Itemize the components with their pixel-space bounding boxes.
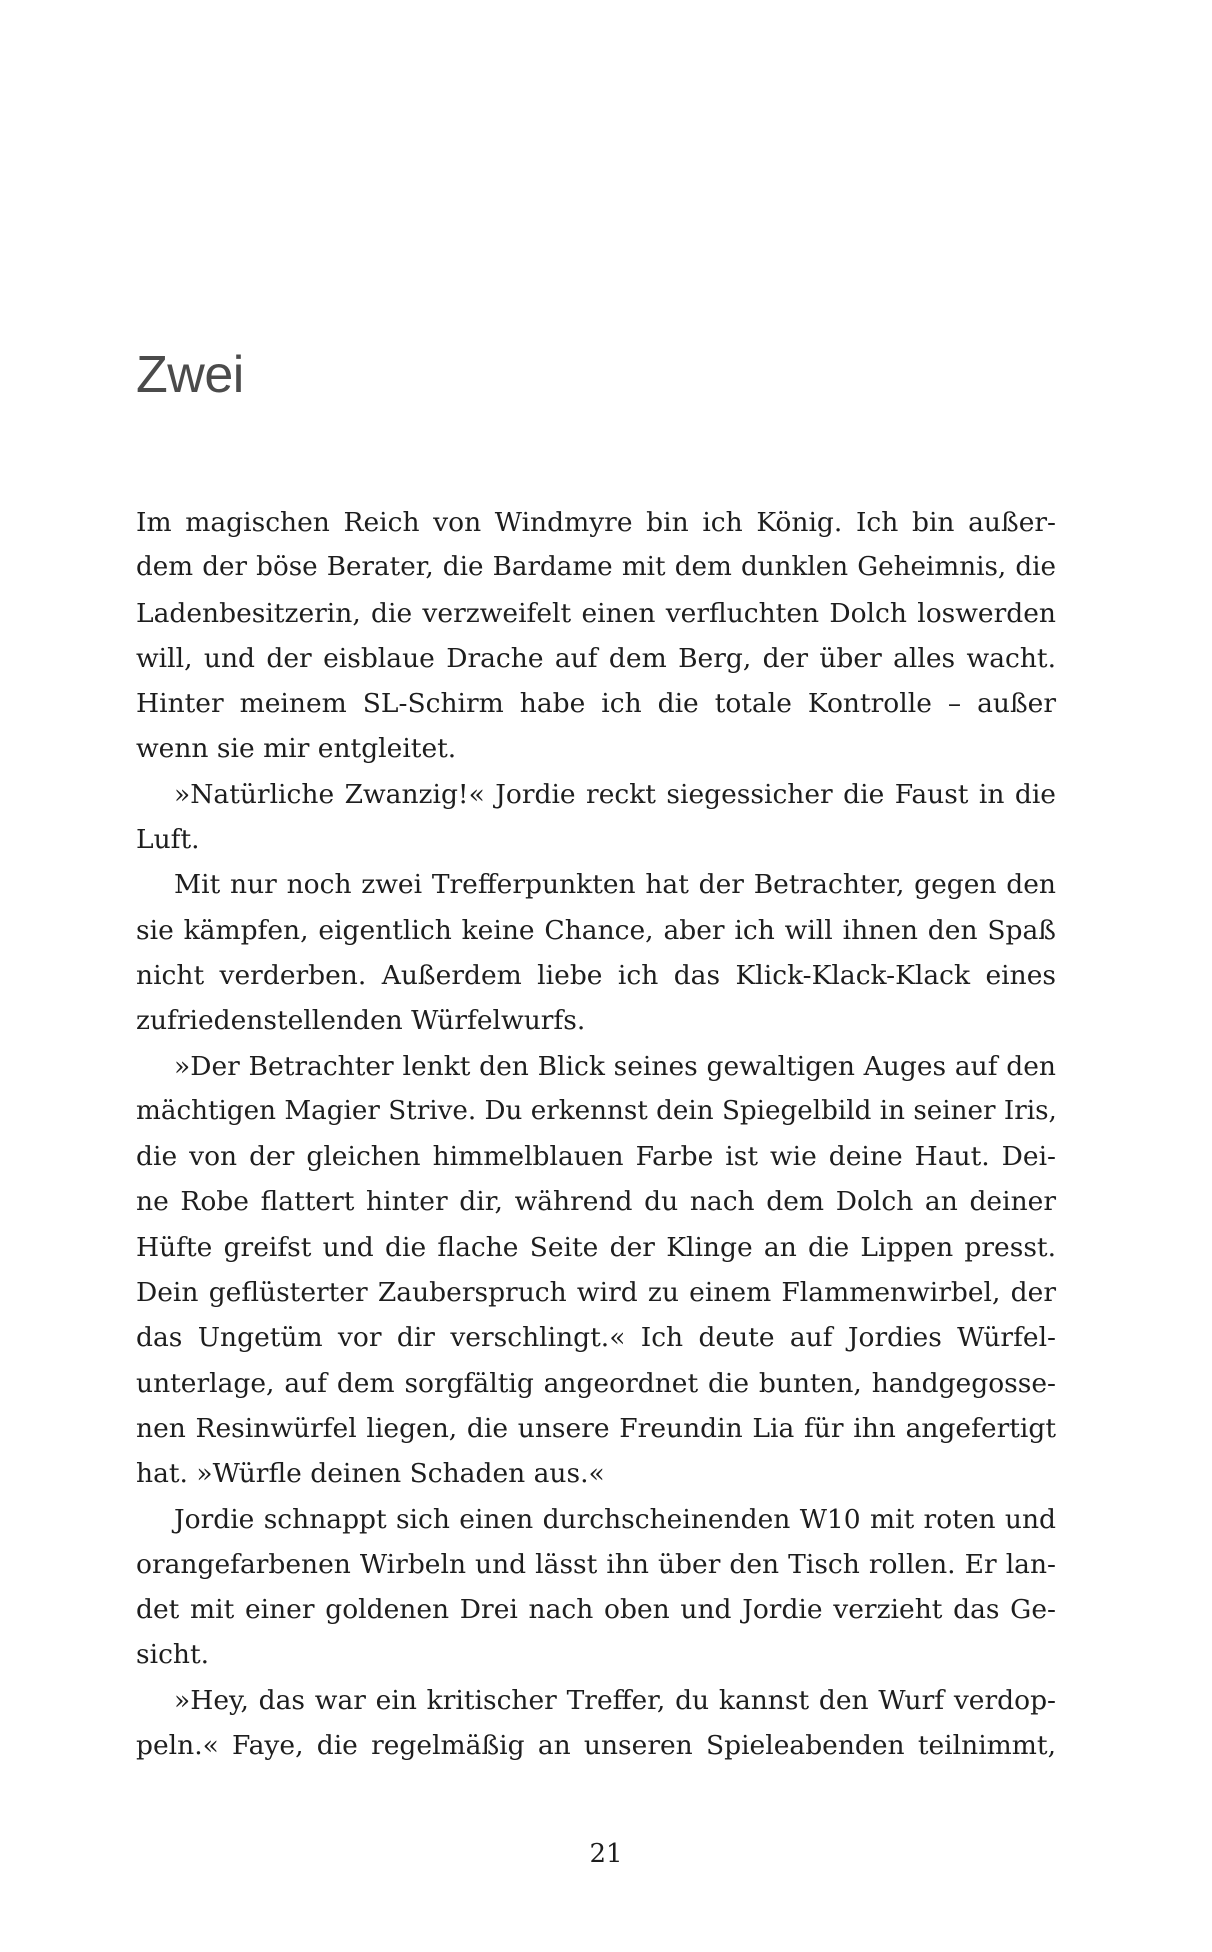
body-text: [136, 500, 1056, 1768]
text-line: sicht.: [136, 1639, 210, 1671]
text-line: Luft.: [136, 824, 200, 856]
text-line: dem der böse Berater, die Bardame mit dem dunklen Geheimnis, die: [136, 552, 1056, 583]
text-line: hat. »Würfle deinen Schaden aus.«: [136, 1458, 605, 1490]
page-number: 21: [589, 1839, 623, 1869]
text-line: orangefarbenen Wirbeln und lässt ihn über den Tisch rollen. Er lan-: [136, 1548, 1056, 1580]
text-line: zufriedenstellenden Würfelwurfs.: [136, 1005, 586, 1037]
text-line: Dein geflüsterter Zauberspruch wird zu einem Flammenwirbel, der: [136, 1277, 1056, 1309]
text-line: ne Robe flattert hinter dir, während du nach dem Dolch an deiner: [136, 1186, 1056, 1218]
text-line: nen Resinwürfel liegen, die unsere Freundin Lia für ihn angefertigt: [136, 1412, 1056, 1444]
text-line: sie kämpfen, eigentlich keine Chance, aber ich will ihnen den Spaß: [136, 914, 1056, 946]
text-line: »Der Betrachter lenkt den Blick seines gewaltigen Auges auf den: [174, 1050, 1056, 1082]
text-line: Hüfte greifst und die flache Seite der Klinge an die Lippen presst.: [136, 1231, 1056, 1263]
text-line: Im magischen Reich von Windmyre bin ich König. Ich bin außer-: [136, 507, 1056, 538]
text-line: peln.« Faye, die regelmäßig an unseren Spieleabenden teilnimmt,: [136, 1730, 1056, 1762]
text-line: »Natürliche Zwanzig!« Jordie reckt siegessicher die Faust in die: [174, 778, 1056, 810]
text-line: nicht verderben. Außerdem liebe ich das Klick-Klack-Klack eines: [136, 959, 1056, 991]
text-line: »Hey, das war ein kritischer Treffer, du kannst den Wurf verdop-: [174, 1684, 1056, 1716]
text-line: das Ungetüm vor dir verschlingt.« Ich deute auf Jordies Würfel-: [136, 1322, 1056, 1354]
text-line: Hinter meinem SL-Schirm habe ich die totale Kontrolle – außer: [136, 688, 1056, 720]
text-line: wenn sie mir entgleitet.: [136, 733, 457, 765]
text-line: Ladenbesitzerin, die verzweifelt einen verfluchten Dolch loswerden: [136, 597, 1056, 629]
text-line: unterlage, auf dem sorgfältig angeordnet die bunten, handgegosse-: [136, 1367, 1056, 1399]
text-line: die von der gleichen himmelblauen Farbe ist wie deine Haut. Dei-: [136, 1141, 1056, 1173]
text-line: Mit nur noch zwei Trefferpunkten hat der Betrachter, gegen den: [174, 869, 1056, 901]
chapter-title: Zwei: [136, 346, 244, 404]
text-line: will, und der eisblaue Drache auf dem Berg, der über alles wacht.: [136, 642, 1056, 674]
text-line: det mit einer goldenen Drei nach oben und Jordie verzieht das Ge-: [136, 1594, 1056, 1626]
text-line: Jordie schnappt sich einen durchscheinenden W10 mit roten und: [174, 1503, 1056, 1535]
text-line: mächtigen Magier Strive. Du erkennst dein Spiegelbild in seiner Iris,: [136, 1095, 1057, 1126]
